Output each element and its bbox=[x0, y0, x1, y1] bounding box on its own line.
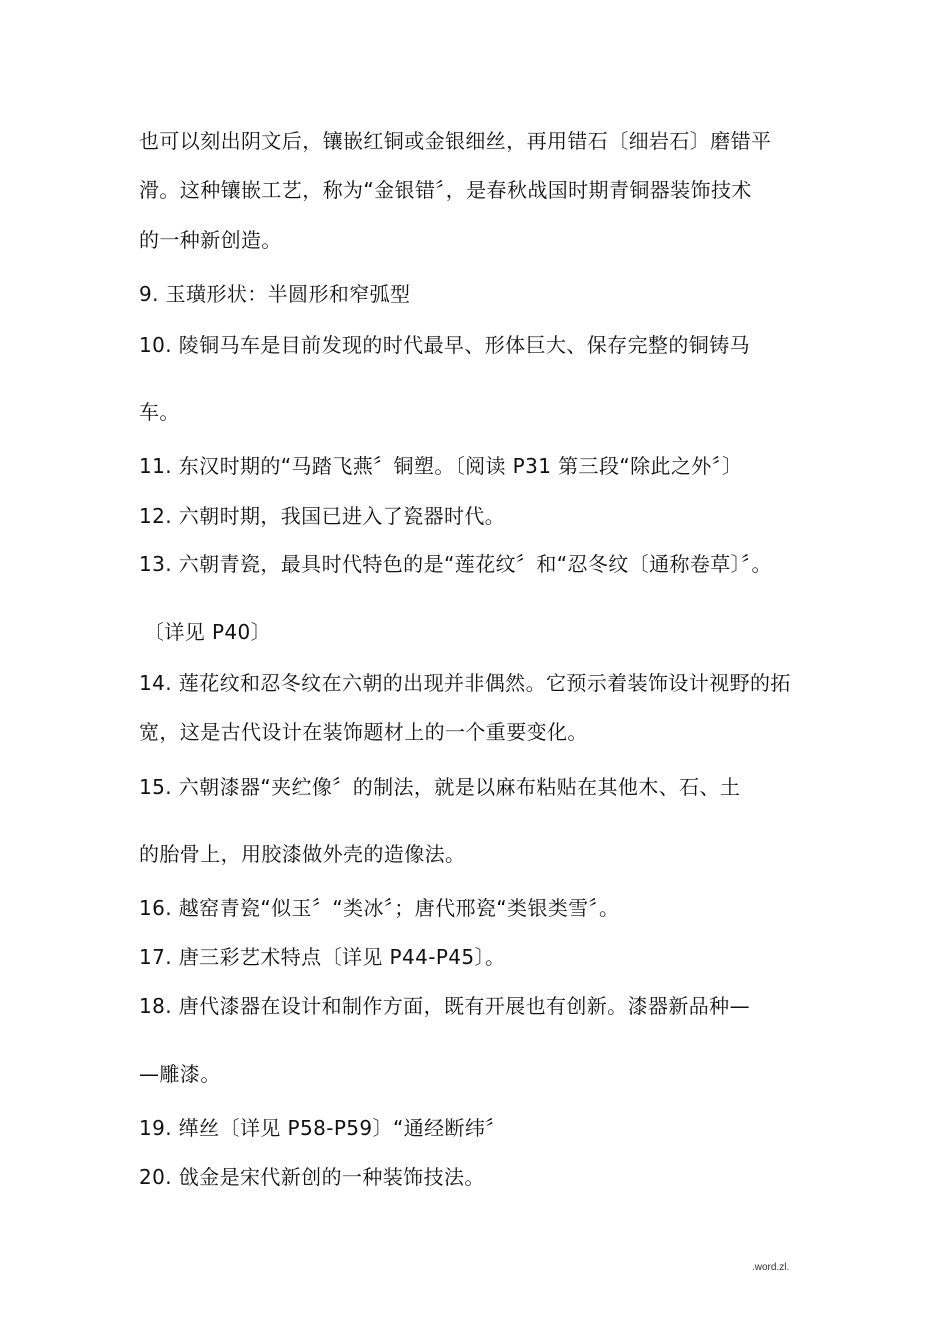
text-line: 宽，这是古代设计在装饰题材上的一个重要变化。 bbox=[139, 720, 588, 744]
list-item-11: 11. 东汉时期的“马踏飞燕〞铜塑。〔阅读 P31 第三段“除此之外〞〕 bbox=[139, 454, 743, 478]
text-line: 的一种新创造。 bbox=[139, 228, 282, 252]
list-item-10: 10. 陵铜马车是目前发现的时代最早、形体巨大、保存完整的铜铸马 bbox=[139, 333, 750, 357]
text-line: 车。 bbox=[139, 400, 180, 424]
list-item-19: 19. 缂丝〔详见 P58-P59〕“通经断纬〞 bbox=[139, 1116, 506, 1140]
list-item-15: 15. 六朝漆器“夹纻像〞的制法，就是以麻布粘贴在其他木、石、土 bbox=[139, 775, 741, 799]
list-item-16: 16. 越窑青瓷“似玉〞“类冰〞；唐代邢瓷“类银类雪〞。 bbox=[139, 896, 620, 920]
list-item-14: 14. 莲花纹和忍冬纹在六朝的出现并非偶然。它预示着装饰设计视野的拓 bbox=[139, 671, 791, 695]
text-line: 也可以刻出阴文后，镶嵌红铜或金银细丝，再用错石〔细岩石〕磨错平 bbox=[139, 129, 772, 153]
page-footer: .word.zl. bbox=[752, 1262, 790, 1273]
text-line: 的胎骨上，用胶漆做外壳的造像法。 bbox=[139, 842, 466, 866]
text-line: 滑。这种镶嵌工艺，称为“金银错〞，是春秋战国时期青铜器装饰技术 bbox=[139, 178, 752, 202]
text-line: 〔详见 P40〕 bbox=[144, 620, 272, 644]
list-item-12: 12. 六朝时期，我国已进入了瓷器时代。 bbox=[139, 504, 506, 528]
list-item-13: 13. 六朝青瓷，最具时代特色的是“莲花纹〞和“忍冬纹〔通称卷草〕〞。 bbox=[139, 552, 772, 576]
list-item-20: 20. 戗金是宋代新创的一种装饰技法。 bbox=[139, 1165, 485, 1189]
list-item-18: 18. 唐代漆器在设计和制作方面，既有开展也有创新。漆器新品种— bbox=[139, 994, 750, 1018]
list-item-17: 17. 唐三彩艺术特点〔详见 P44-P45〕。 bbox=[139, 945, 506, 969]
text-line: —雕漆。 bbox=[139, 1062, 221, 1086]
list-item-9: 9. 玉璜形状：半圆形和窄弧型 bbox=[139, 282, 411, 306]
